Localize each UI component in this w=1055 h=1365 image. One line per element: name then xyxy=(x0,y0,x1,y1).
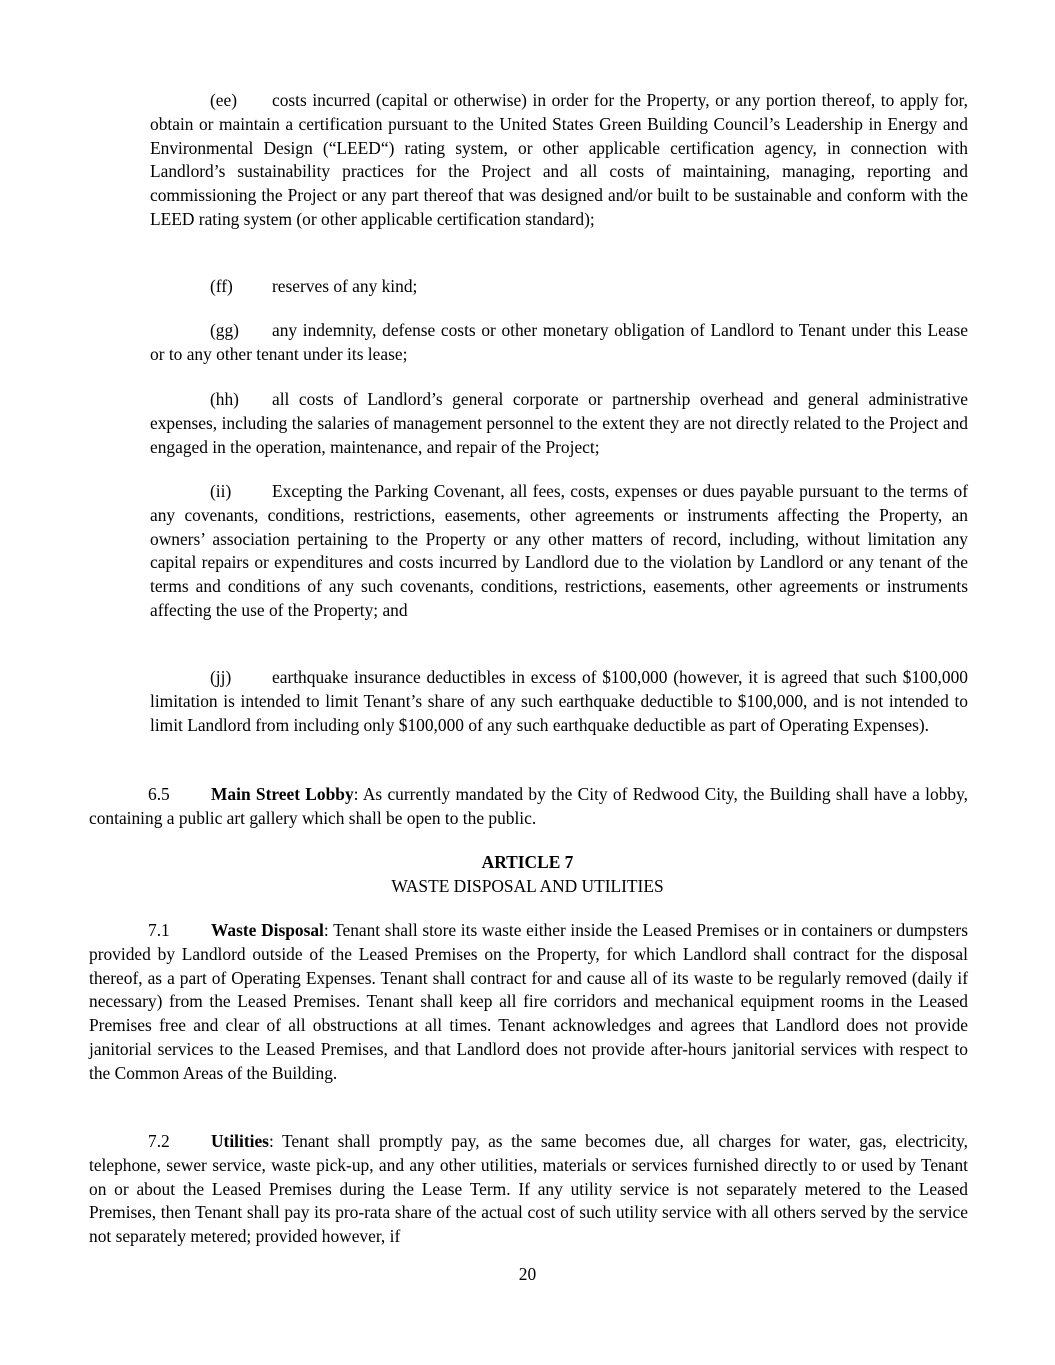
section-number: 7.1 xyxy=(148,920,170,940)
subsection-label: (hh) xyxy=(210,389,239,409)
subsection-label: (gg) xyxy=(210,320,239,340)
section-7-2 xyxy=(89,1130,968,1249)
subsection-text: any indemnity, defense costs or other monetary obligation of Landlord to Tenant under this Lease or to any other tenant under its lease; xyxy=(150,320,968,364)
subsection-ii xyxy=(150,480,968,623)
subsection-ff xyxy=(150,275,968,299)
article-subheading: WASTE DISPOSAL AND UTILITIES xyxy=(391,876,664,896)
section-6-5 xyxy=(89,783,968,831)
subsection-gg xyxy=(150,319,968,367)
section-number: 7.2 xyxy=(148,1131,170,1151)
article-heading: ARTICLE 7 xyxy=(481,852,574,872)
section-text: : As currently mandated by the City of Redwood City, the Building shall have a lobby, containing a public art gallery which shall be open to the public. xyxy=(89,784,968,828)
subsection-label: (ff) xyxy=(210,276,233,296)
section-title: Waste Disposal xyxy=(211,920,324,940)
section-7-1 xyxy=(89,919,968,1086)
section-number: 6.5 xyxy=(148,784,170,804)
section-text: : Tenant shall store its waste either inside the Leased Premises or in containers or dumpsters provided by Landlord outside of the Leased Premises on the Property, for which Landlord shall contract for the disposal thereof, as a part of Operating Expenses. Tenant shall contract for and cause all of its waste to be regularly removed (daily if necessary) from the Leased Premises. Tenant shall keep all fire corridors and mechanical equipment rooms in the Leased Premises free and clear of all obstructions at all times. Tenant acknowledges and agrees that Landlord does not provide janitorial services to the Leased Premises, and that Landlord does not provide after-hours janitorial services with respect to the Common Areas of the Building. xyxy=(89,920,968,1083)
subsection-hh xyxy=(150,388,968,459)
subsection-label: (ii) xyxy=(210,481,232,501)
subsection-jj xyxy=(150,666,968,737)
page-number: 20 xyxy=(518,1264,537,1284)
subsection-text: Excepting the Parking Covenant, all fees, costs, expenses or dues payable pursuant to the terms of any covenants, conditions, restrictions, easements, other agreements or instruments affecting the Property, an owners’ association pertaining to the Property or any other matters of record, including, without limitation any capital repairs or expenditures and costs incurred by Landlord due to the violation by Landlord or any tenant of the terms and conditions of any such covenants, conditions, restrictions, easements, other agreements or instruments affecting the use of the Property; and xyxy=(150,481,968,620)
subsection-label: (ee) xyxy=(210,90,238,110)
subsection-text: all costs of Landlord’s general corporate or partnership overhead and general administrative expenses, including the salaries of management personnel to the extent they are not directly related to the Project and engaged in the operation, maintenance, and repair of the Project; xyxy=(150,389,968,457)
section-text: : Tenant shall promptly pay, as the same becomes due, all charges for water, gas, electricity, telephone, sewer service, waste pick-up, and any other utilities, materials or services furnished directly to or used by Tenant on or about the Leased Premises during the Lease Term. If any utility service is not separately metered to the Leased Premises, then Tenant shall pay its pro-rata share of the actual cost of such utility service with all others served by the service not separately metered; provided however, if xyxy=(89,1131,968,1247)
subsection-text: earthquake insurance deductibles in excess of $100,000 (however, it is agreed that such $100,000 limitation is intended to limit Tenant’s share of any such earthquake deductible to $100,000, and is not intended to limit Landlord from including only $100,000 of any such earthquake deductible as part of Operating Expenses). xyxy=(150,667,968,735)
subsection-text: reserves of any kind; xyxy=(272,276,418,296)
section-title: Utilities xyxy=(211,1131,269,1151)
subsection-text: costs incurred (capital or otherwise) in order for the Property, or any portion thereof, to apply for, obtain or maintain a certification pursuant to the United States Green Building Council’s Leadership in Energy and Environmental Design (“LEED“) rating system, or other applicable certification agency, in connection with Landlord’s sustainability practices for the Project and all costs of maintaining, managing, reporting and commissioning the Project or any part thereof that was designed and/or built to be sustainable and conform with the LEED rating system (or other applicable certification standard); xyxy=(150,90,968,229)
subsection-ee xyxy=(150,89,968,232)
subsection-label: (jj) xyxy=(210,667,232,687)
section-title: Main Street Lobby xyxy=(211,784,354,804)
